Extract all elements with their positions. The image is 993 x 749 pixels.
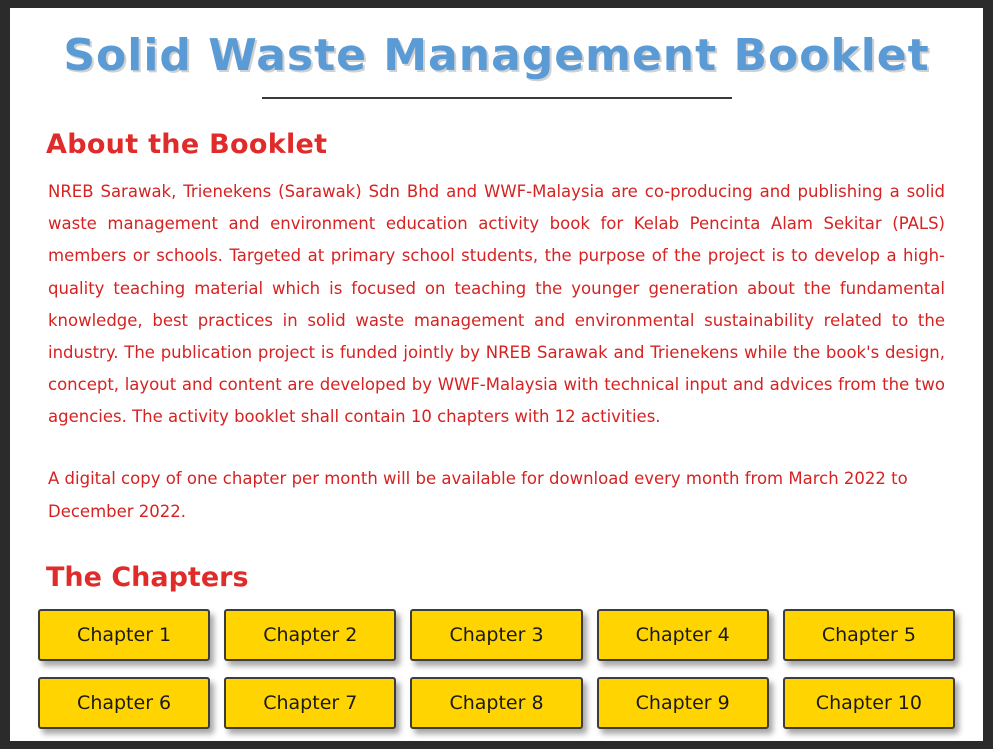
document-page [10,8,983,741]
about-paragraph-1: NREB Sarawak, Trienekens (Sarawak) Sdn Bhd and WWF-Malaysia are co-producing and publishing a solid waste management and environment education activity book for Kelab Pencinta Alam Sekitar (PALS) members or schools. Targeted at primary school students, the purpose of the project is to develop a high-quality teaching material which is focused on teaching the younger generation about the fundamental knowledge, best practices in solid waste management and environmental sustainability related to the industry. The publication project is funded jointly by NREB Sarawak and Trienekens while the book's design, concept, layout and content are developed by WWF-Malaysia with technical input and advices from the two agencies. The activity booklet shall contain 10 chapters with 12 activities. [48,182,945,427]
chapter-button-6[interactable]: Chapter 6 [38,677,210,729]
title-divider [262,97,732,99]
chapter-button-grid [38,609,955,729]
chapter-button-8[interactable]: Chapter 8 [410,677,582,729]
chapter-button-2[interactable]: Chapter 2 [224,609,396,661]
chapter-button-7[interactable]: Chapter 7 [224,677,396,729]
about-paragraph-2: A digital copy of one chapter per month will be available for download every month from March 2022 to December 2022. [48,469,908,521]
about-heading: About the Booklet [46,129,328,160]
chapter-button-10[interactable]: Chapter 10 [783,677,955,729]
page-title: Solid Waste Management Booklet [63,30,930,81]
chapter-button-3[interactable]: Chapter 3 [410,609,582,661]
chapter-button-1[interactable]: Chapter 1 [38,609,210,661]
chapter-button-5[interactable]: Chapter 5 [783,609,955,661]
chapter-button-9[interactable]: Chapter 9 [597,677,769,729]
chapters-heading: The Chapters [46,561,249,593]
chapter-button-4[interactable]: Chapter 4 [597,609,769,661]
